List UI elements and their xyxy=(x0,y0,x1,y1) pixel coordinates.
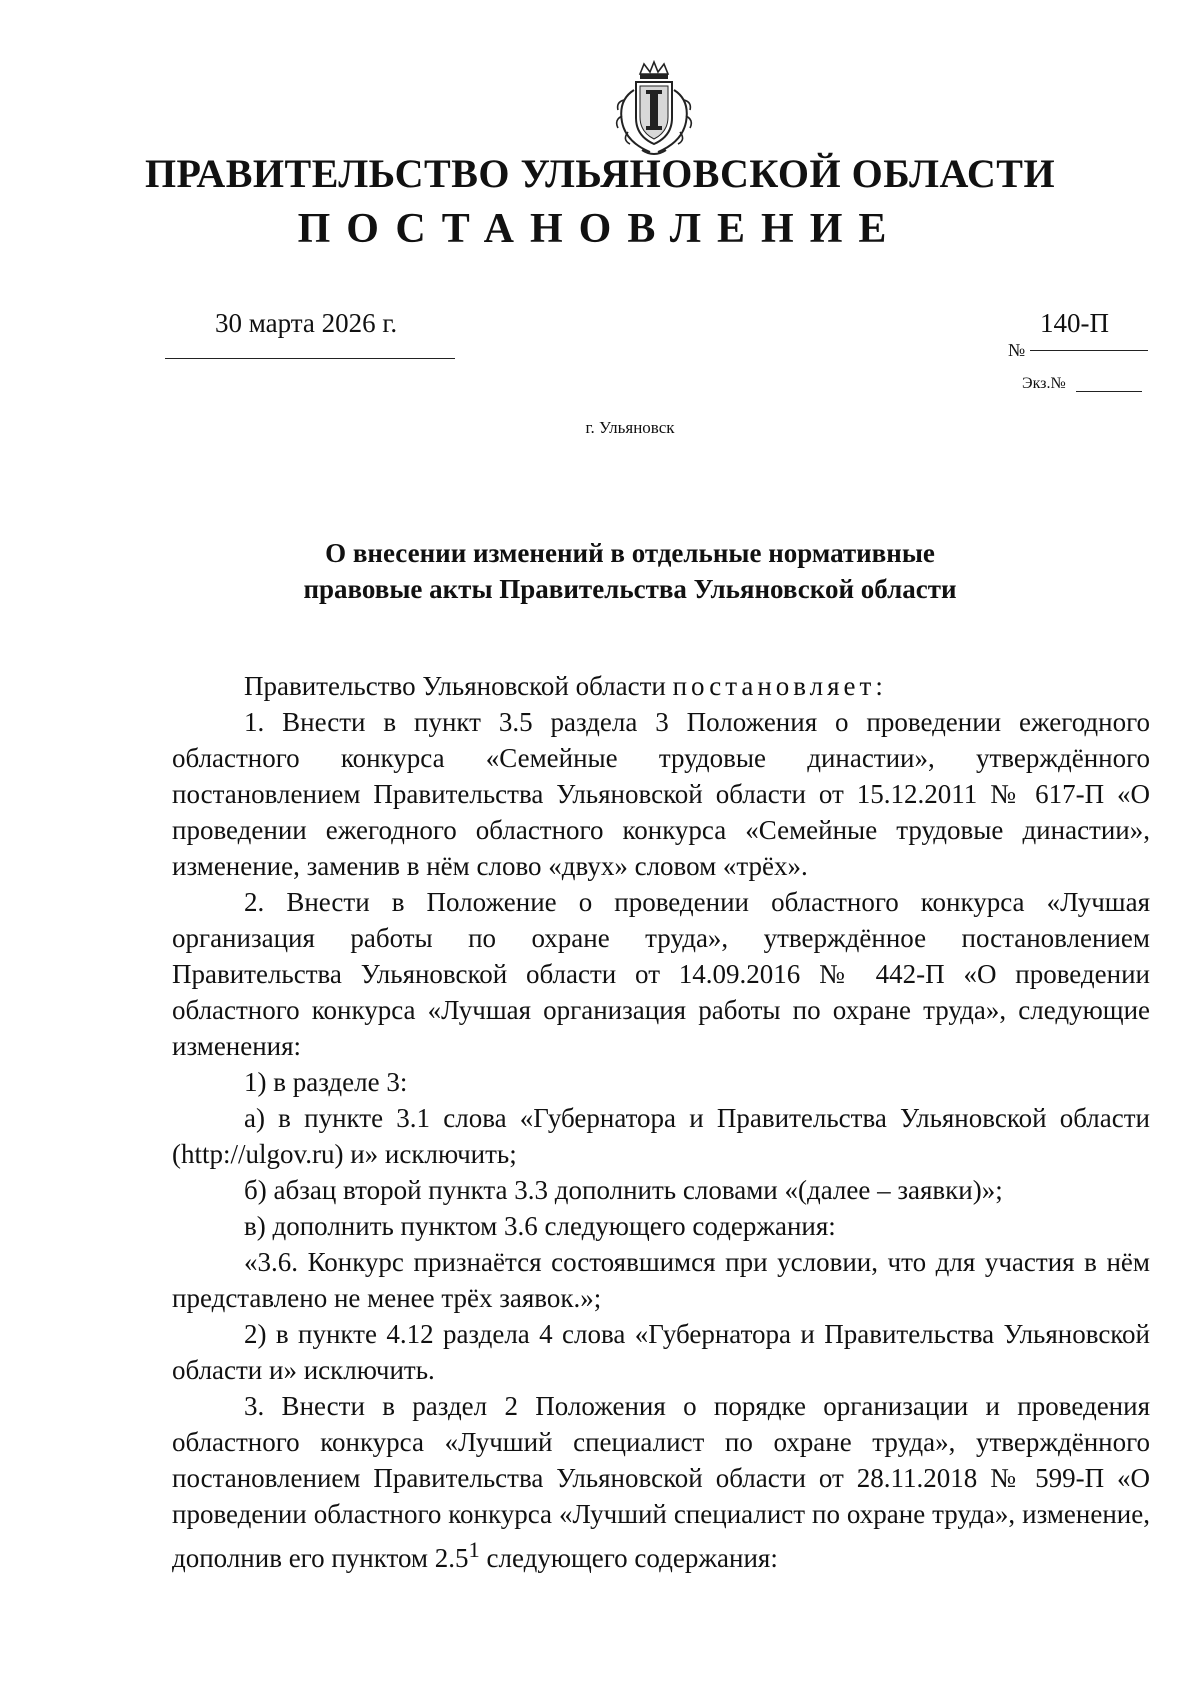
number-sign: № xyxy=(1008,340,1026,360)
document-type-title: ПОСТАНОВЛЕНИЕ xyxy=(297,206,903,252)
paragraph-3-end: следующего содержания: xyxy=(486,1543,778,1573)
paragraph-3-text: 3. Внести в раздел 2 Положения о порядке организации и проведения областного конкурса «Лучший специалист по охране труда», утверждённого постановлением Правительства Ульяновской области от 28.11.2018 № 599-П «О проведении областного конкурса «Лучший специалист по охране труда», изменение, дополнив его пунктом 2.5 xyxy=(172,1391,1150,1573)
document-body xyxy=(172,668,1150,1576)
number-underline xyxy=(1030,350,1148,351)
document-date: 30 марта 2026 г. xyxy=(215,308,398,338)
date-underline xyxy=(165,358,455,359)
intro-prefix: Правительство Ульяновской области xyxy=(244,671,666,701)
document-number: 140-П xyxy=(1040,308,1109,338)
paragraph-2-item-1c: в) дополнить пунктом 3.6 следующего содержания: xyxy=(244,1211,836,1241)
paragraph-2-item-1: 1) в разделе 3: xyxy=(244,1067,408,1097)
paragraph-2: 2. Внести в Положение о проведении областного конкурса «Лучшая организация работы по охране труда», утверждённое постановлением Правительства Ульяновской области от 14.09.2016 № 442-П «О проведении областного конкурса «Лучшая организация работы по охране труда», следующие изменения: xyxy=(172,887,1150,1061)
subject-line-2: правовые акты Правительства Ульяновской области xyxy=(303,574,957,604)
paragraph-3 xyxy=(172,1388,1150,1576)
city-name: г. Ульяновск xyxy=(585,418,675,437)
paragraph-2-item-1b: б) абзац второй пункта 3.3 дополнить словами «(далее – заявки)»; xyxy=(244,1175,1003,1205)
copy-number-label: Экз.№ xyxy=(1022,375,1066,392)
paragraph-2-item-2: 2) в пункте 4.12 раздела 4 слова «Губернатора и Правительства Ульяновской области и» исключить. xyxy=(172,1319,1150,1385)
paragraph-1: 1. Внести в пункт 3.5 раздела 3 Положения о проведении ежегодного областного конкурса «Семейные трудовые династии», утверждённого постановлением Правительства Ульяновской области от 15.12.2011 № 617-П «О проведении ежегодного областного конкурса «Семейные трудовые династии», изменение, заменив в нём слово «двух» словом «трёх». xyxy=(172,707,1150,881)
subject-line-1: О внесении изменений в отдельные нормативные xyxy=(325,538,935,568)
paragraph-2-item-1a: а) в пункте 3.1 слова «Губернатора и Правительства Ульяновской области (http://ulgov.ru) и» исключить; xyxy=(172,1103,1150,1169)
copy-number-underline xyxy=(1076,391,1142,392)
paragraph-3-superscript: 1 xyxy=(468,1537,480,1562)
coat-of-arms-icon xyxy=(610,60,698,160)
intro-paragraph xyxy=(172,668,1150,704)
organization-title: ПРАВИТЕЛЬСТВО УЛЬЯНОВСКОЙ ОБЛАСТИ xyxy=(144,151,1056,196)
paragraph-2-item-1c-quote: «3.6. Конкурс признаётся состоявшимся при условии, что для участия в нём представлено не менее трёх заявок.»; xyxy=(172,1247,1150,1313)
intro-verb: постановляет: xyxy=(672,671,887,701)
document-subject xyxy=(0,535,1200,607)
